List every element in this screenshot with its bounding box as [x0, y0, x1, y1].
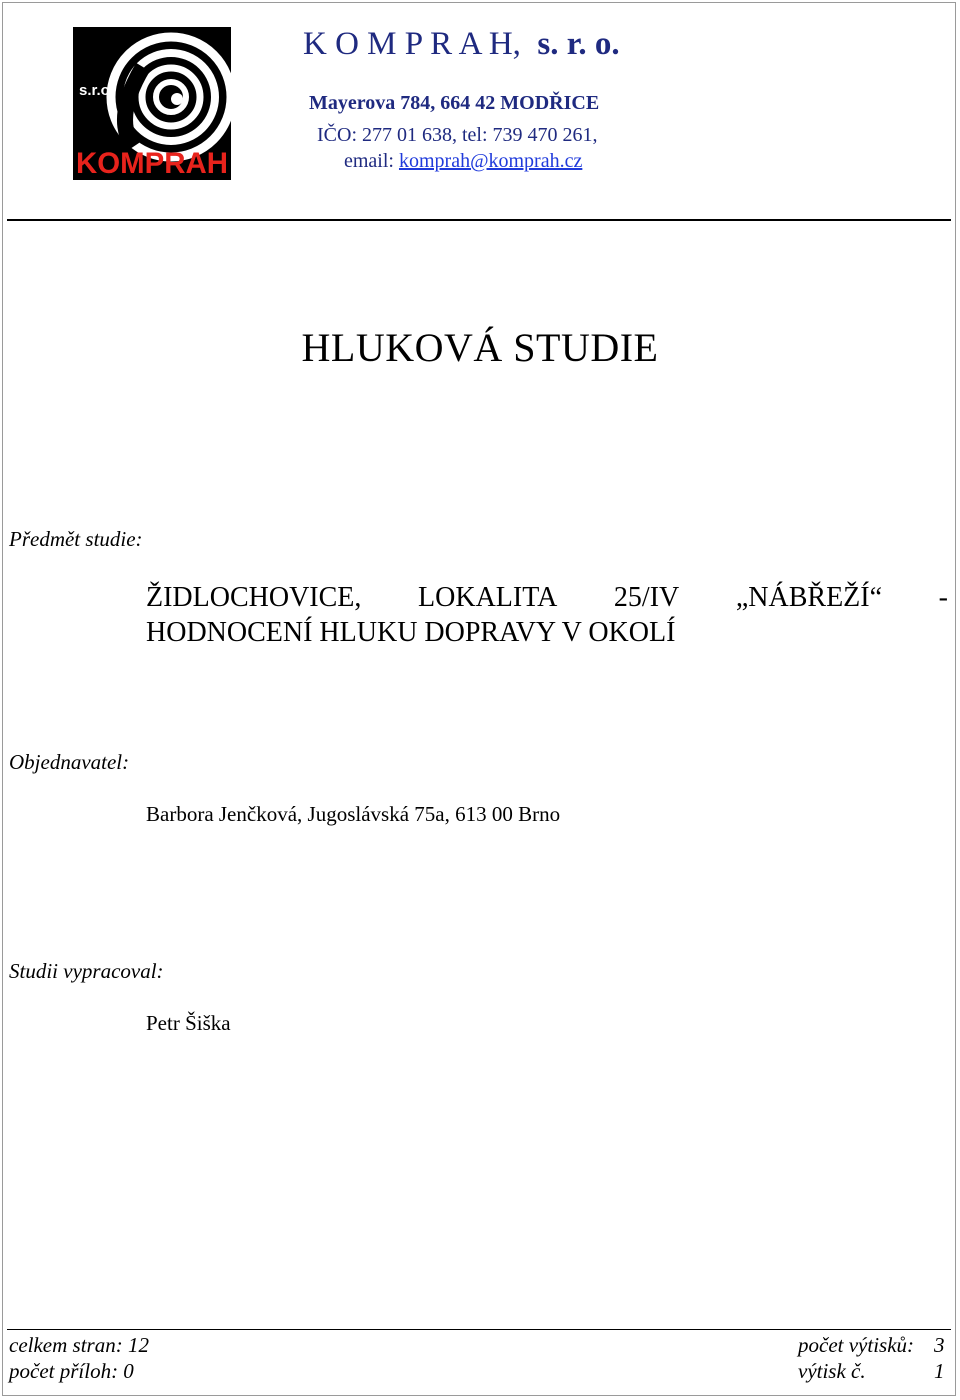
company-name [303, 26, 620, 63]
subject-word: 25/IV [613, 582, 680, 613]
document-title: HLUKOVÁ STUDIE [301, 325, 659, 370]
subject-line-2: HODNOCENÍ HLUKU DOPRAVY V OKOLÍ [146, 617, 676, 648]
company-address: Mayerova 784, 664 42 MODŘICE [309, 92, 600, 114]
komprah-logo [73, 27, 231, 180]
attachments-count: počet příloh: 0 [9, 1359, 134, 1383]
client-label: Objednavatel: [9, 750, 130, 774]
email-link[interactable]: komprah@komprah.cz [398, 150, 583, 172]
subject-text [146, 580, 948, 650]
legal-form: s. r. o. [537, 26, 620, 62]
company-ico-tel: IČO: 277 01 638, tel: 739 470 261, [317, 124, 598, 146]
subject-label: Předmět studie: [9, 527, 143, 551]
subject-word: ŽIDLOCHOVICE, [146, 582, 362, 613]
email-label: email: [344, 150, 394, 172]
subject-word: „NÁBŘEŽÍ“ [735, 582, 883, 613]
copy-number-label: výtisk č. [798, 1359, 866, 1383]
copies-label: počet výtisků: [798, 1333, 915, 1357]
logo-sro-text: s.r.o. [79, 82, 115, 99]
company-email [344, 150, 582, 173]
footer-divider [7, 1329, 951, 1330]
logo-brand-text: KOMPRAH [76, 147, 228, 180]
copy-number-value: 1 [934, 1359, 945, 1383]
subject-line-1 [146, 580, 948, 615]
header-divider [7, 219, 951, 221]
page-border [2, 2, 956, 1396]
author-value: Petr Šiška [146, 1011, 231, 1035]
author-label: Studii vypracoval: [9, 959, 164, 983]
subject-word: - [938, 582, 948, 613]
subject-word: LOKALITA [418, 582, 558, 613]
copies-value: 3 [934, 1333, 945, 1357]
company-name-text: K O M P R A H, [303, 26, 521, 62]
total-pages: celkem stran: 12 [9, 1333, 149, 1357]
client-value: Barbora Jenčková, Jugoslávská 75a, 613 00 Brno [146, 802, 561, 826]
